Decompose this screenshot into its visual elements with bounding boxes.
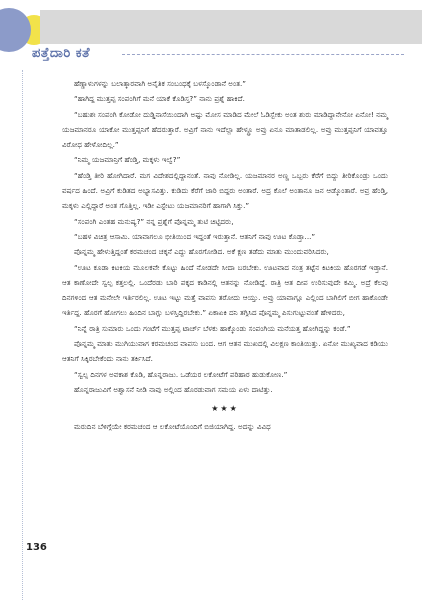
paragraph: “ಹಾಗಿದ್ದ ಮುತ್ತಪ್ಪ ಸಂಪಂಗಿಗೆ ಮನೆ ಯಾಕೆ ಕೊಡಿಸ್ತ?” ನಾನು ಪ್ರಶ್ನೆ ಹಾಕಿದೆ. [74, 94, 245, 104]
paragraph: “ಸಂಪಂಗಿ ಎಂತಹ ಮನುಷ್ಯ?” ನನ್ನ ಪ್ರಶ್ನೆಗೆ ಪೊನ್ನಮ್ಮ ತುಟಿ ಚಿಟ್ಟಿದರು, [74, 216, 234, 226]
story-text [62, 76, 388, 434]
paragraph: “ಬಹಳ ವಿಚಿತ್ರ ಆಸಾಮಿ. ಯಾವಾಗಲೂ ಭೀತಿಯಿಂದ ಇದ್ದಂತೆ ಇರುತ್ತಾನೆ. ಆತನಿಗೆ ನಾವು ಊಟ ಕೊಡ್ತಾ...” [74, 231, 316, 241]
left-border-rule [22, 70, 23, 600]
paragraph: ಹೊನ್ನರಾಜುವಿಗೆ ಅಶ್ವಾಸನೆ ನೀಡಿ ನಾವು ಅಲ್ಲಿಂದ ಹೊರಡುವಾಗ ಸಮಯ ಏಳು ದಾಟಿತ್ತು. [74, 384, 273, 394]
paragraph: ಪೊನ್ನಮ್ಮ ಮಾತು ಮುಗಿಯುವಾಗ ಕರಮಚಂದ ವಾಪಸು ಬಂದ. ಆಗ ಆತನ ಮುಖದಲ್ಲಿ ವಿಲಕ್ಷಣ ಕಾಂತಿಯಿತ್ತು. ಏನೋ ಮುಖ್ಯವಾದ ಕಡಿಯು ಆತನಿಗೆ ಸಿಕ್ಕಿರಬೇಕೆಂದು ನಾನು ತರ್ಕಿಸಿದೆ. [62, 339, 388, 364]
paragraph: “ಸ್ವಲ್ಪ ದಿನಗಳ ಅವಕಾಶ ಕೊಡಿ, ಹೊನ್ನರಾಜು. ಒಡೆಯರ ಲಕೋಟೆಗೆ ಪರಿಹಾರ ಹುಡುಕೋಣ.” [74, 369, 288, 379]
header-gray-strip [40, 10, 422, 44]
paragraph: “ಊಟ ಕೂಡಾ ಕಿಟಕಿಯ ಮೂಲಕವೇ ಕೊಟ್ಟು ಹಿಂದೆ ನೋಡದೇ ಸೀದಾ ಬರಬೇಕು. ಊಟವಾದ ನಂತ್ರ ತಟ್ಟೆನ ಕಿಟಕಿಯ ಹೊರಗಡೆ ಇಡ್ತಾನೆ. ಆತ ಕಾಣೋದೇ ಸ್ವಲ್ಪ ಕತ್ತಲಲ್ಲಿ. ಒಂದೆರಡು ಬಾರಿ ಪಕ್ಕದ ಕಾಡಿನಲ್ಲಿ ಆತನನ್ನು ನೋಡಿದ್ದೆ. ರಾತ್ರಿ ಆತ ದೀಪ ಉರಿಸುವುದೇ ಕಮ್ಮಿ. ಅದ್ರೆ ಕೆಲವು ದಿನಗಳಿಂದ ಆತ ಮನೇಲೇ ಇರ್ತಿರಲಿಲ್ಲ. ಊಟ ಇಟ್ಟು ಮತ್ತೆ ವಾಪಸು ತರೋದು ಆಯ್ತು. ಅವ್ರು ಯಾವಾಗ್ಲೂ ಎಲ್ಲಿಂದ ಬಾಗಿಲಿಗೆ ಬೀಗ ಹಾಕೊಂಡೇ ಇರ್ತಿದ್ದ. ಹೊರಗೆ ಹೋಗಲು ಹಿಂದಿನ ಬಾಗ್ಲು ಬಳಸ್ತಿದ್ದಿರಬೇಕು.” ಏಕಾಏಕಿ ದನಿ ತಗ್ಗಿಸಿದ ಪೊನ್ನಮ್ಮ ಪಿಸುಗುಟ್ಟುವಂತೆ ಹೇಳಿದರು, [62, 262, 388, 318]
paragraph: “ಹೆಂಡ್ತಿ ತೀರಿ ಹೋಗಿದಾರೆ. ಮಗ ವಿದೇಶದಲ್ಲಿದ್ದಾನಂತೆ. ನಾವು ನೋಡಿಲ್ಲ. ಯಜಮಾನರ ಅಣ್ಣ ಒಬ್ಬರು ಕೆರೆಗೆ ಬಿದ್ದು ತೀರಿಕೊಂಡ್ರು ಒಂದು ವರ್ಷದ ಹಿಂದೆ. ಅವ್ರಿಗೆ ಕುಡಿತದ ಅಭ್ಯಾಸವಿತ್ತು. ಕುಡಿದು ಕೆರೆಗೆ ಜಾರಿ ಬಿದ್ದರು ಅಂತಾರೆ. ಅದ್ರ ಕೊಲೆ ಅಂತಾನೂ ಜನ ಆಡ್ಕೊಂತಾರೆ. ಅವ್ರ ಹೆಂಡ್ತಿ, ಮಕ್ಕಳು ಎಲ್ಲಿದ್ದಾರೆ ಅಂತ ಗೊತ್ತಿಲ್ಲ. ಇಡೀ ಎಸ್ಟೇಟು ಯಜಮಾನರಿಗೆ ಹಾಗಾಗಿ ಸಿಕ್ತು.” [62, 170, 388, 211]
section-title: ಪತ್ತೆದಾರಿ ಕತೆ [32, 46, 90, 61]
paragraph: ಹೆಣ್ಣಾಳುಗಳನ್ನು ಬಲಾತ್ಕಾರವಾಗಿ ಅನೈತಿಕ ಸಂಬಂಧಕ್ಕೆ ಬಳಸ್ಕೊಂಡಾನೆ ಅಂತ.” [74, 79, 247, 88]
paragraph: “ನಿನ್ನೆ ರಾತ್ರಿ ಸುಮಾರು ಒಂದು ಗಂಟೆಗೆ ಮುತ್ತಪ್ಪ ಟಾರ್ಚ್ ಬೆಳಕು ಹಾಕ್ಕೊಂಡು ಸಂಪಂಗಿಯ ಮನೆಯತ್ತ ಹೋಗಿದ್ದನ್ನು ಕಂಡೆ.” [74, 323, 351, 333]
title-rule [122, 54, 404, 55]
header-blue-circle [0, 8, 31, 52]
paragraph: “ಬಹುಶಃ ಸಂಪಂಗಿ ಕೋಡೋ ದುಡ್ಡಿನಾಸೆಯಿಂದಾಗಿ ಅಷ್ಟು ಮೋಸ ಮಾಡಿದ ಮೇಲೆ ಓಡಿಸ್ಬೇಕು ಅಂತ ಶುರು ಮಾಡಿದ್ದಾನೇನೋ ಏನೋ! ನಮ್ಮ ಯಜಮಾನರೂ ಯಾಕೋ ಮುತ್ತಪ್ಪನಿಗೆ ಹೆದರುತ್ತಾರೆ. ಅವ್ರಿಗೆ ನಾನು ಇದೆಲ್ಲಾ ಹೇಳ್ದ್ರೂ ಅವ್ರು ಏನೂ ಮಾತಾಡಲಿಲ್ಲ. ಅವ್ರು ಮುತ್ತಪ್ಪನಿಗೆ ಯಾವತ್ತೂ ವಿರೋಧ ಹೇಳೋದಿಲ್ಲ.” [62, 109, 388, 150]
paragraph: “ನಿಮ್ಮ ಯಜಮಾನ್ರಿಗೆ ಹೆಂಡ್ತಿ, ಮಕ್ಕಳು ಇಲ್ವೆ?” [74, 155, 181, 165]
page-number: 136 [26, 542, 47, 553]
paragraph: ಪೊನ್ನಮ್ಮ ಹೇಳುತ್ತಿದ್ದಂತೆ ಕರಮಚಂದ ಚಕ್ಕನೆ ಎದ್ದು ಹೊರಗೋಡಿದ. ಅಕೆ ಕ್ಷಣ ತಡೆದು ಮಾತು ಮುಂದುವರಿಸಿದರು, [74, 247, 329, 257]
section-separator: ★★★ [211, 404, 239, 414]
paragraph: ಮರುದಿನ ಬೆಳಿಗ್ಗೆಯೇ ಕರಮಚಂದ ಆ ಲಕೋಟೆಯೊಂದಿಗೆ ಬಿಜಿಯಾಗಿದ್ದ. ಅದನ್ನು ವಿವಿಧ [74, 421, 271, 431]
